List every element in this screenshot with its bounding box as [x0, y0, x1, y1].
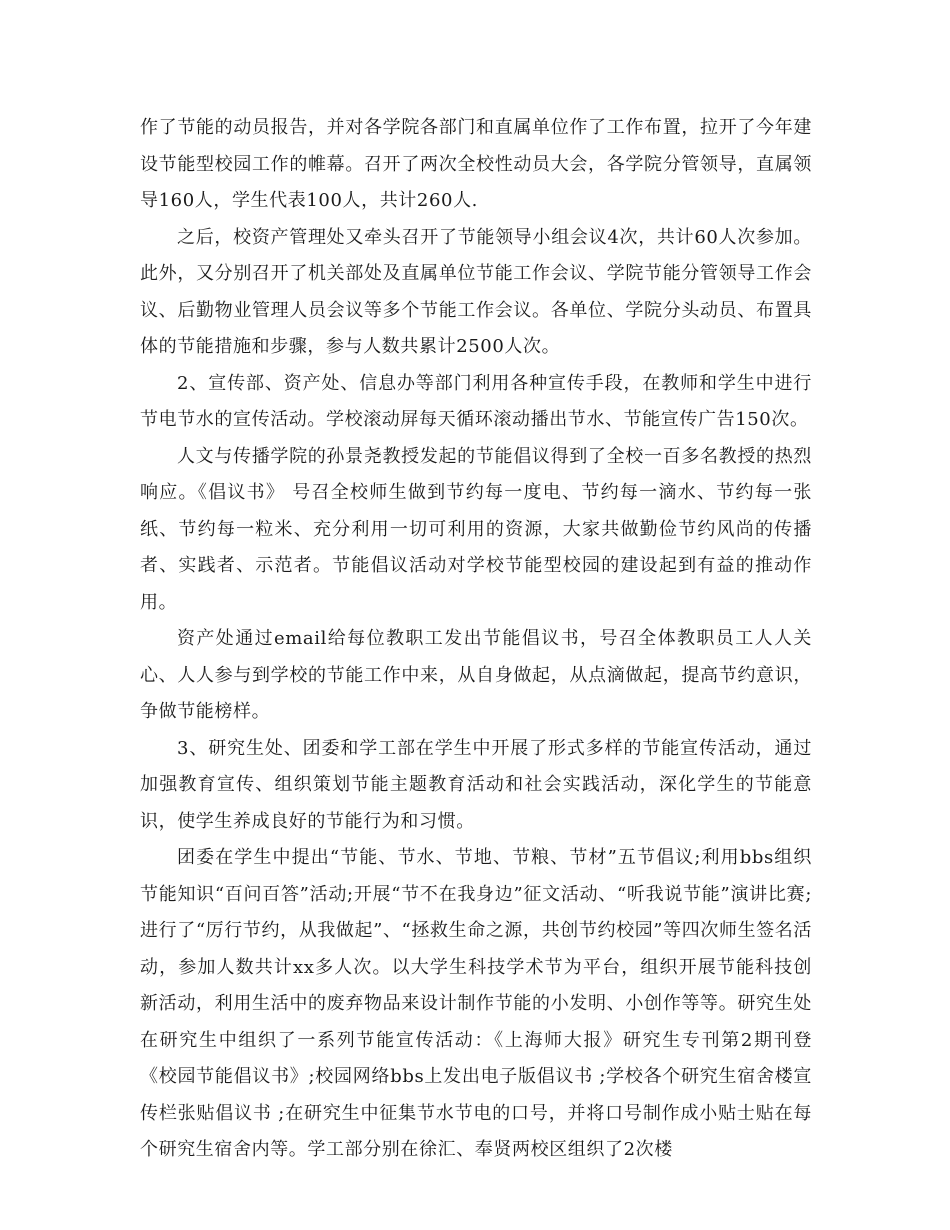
paragraph-1: 作了节能的动员报告，并对各学院各部门和直属单位作了工作布置，拉开了今年建设节能型校园工作的帷幕。召开了两次全校性动员大会，各学院分管领导，直属领导160人，学生代表100人，共计260人. [140, 117, 812, 211]
paragraph-3: 2、宣传部、资产处、信息办等部门利用各种宣传手段，在教师和学生中进行节电节水的宣传活动。学校滚动屏每天循环滚动播出节水、节能宣传广告150次。 [140, 372, 812, 430]
paragraph-6: 3、研究生处、团委和学工部在学生中开展了形式多样的节能宣传活动，通过加强教育宣传、组织策划节能主题教育活动和社会实践活动，深化学生的节能意识，使学生养成良好的节能行为和习惯。 [140, 737, 812, 832]
paragraph-2: 之后，校资产管理处又牵头召开了节能领导小组会议4次，共计60人次参加。此外，又分别召开了机关部处及直属单位节能工作会议、学院节能分管领导工作会议、后勤物业管理人员会议等多个节能工作会议。各单位、学院分头动员、布置具体的节能措施和步骤，参与人数共累计2500人次。 [140, 226, 812, 357]
paragraph-4: 人文与传播学院的孙景尧教授发起的节能倡议得到了全校一百多名教授的热烈响应。《倡议书》 号召全校师生做到节约每一度电、节约每一滴水、节约每一张纸、节约每一粒米、充分利用一切可利用的资源，大家共做勤俭节约风尚的传播者、实践者、示范者。节能倡议活动对学校节能型校园的建设起到有益的推动作用。 [140, 445, 812, 613]
document-body [140, 110, 812, 1169]
paragraph-7: 团委在学生中提出“节能、节水、节地、节粮、节材”五节倡议;利用bbs组织节能知识“百问百答”活动;开展“节不在我身边”征文活动、“听我说节能”演讲比赛;进行了“厉行节约，从我做起”、“拯救生命之源，共创节约校园”等四次师生签名活动，参加人数共计xx多人次。以大学生科技学术节为平台，组织开展节能科技创新活动，利用生活中的废弃物品来设计制作节能的小发明、小创作等等。研究生处在研究生中组织了一系列节能宣传活动：《上海师大报》研究生专刊第2期刊登《校园节能倡议书》;校园网络bbs上发出电子版倡议书 ;学校各个研究生宿舍楼宣传栏张贴倡议书 ;在研究生中征集节水节电的口号，并将口号制作成小贴士贴在每个研究生宿舍内等。学工部分别在徐汇、奉贤两校区组织了2次楼 [140, 847, 812, 1160]
paragraph-5: 资产处通过email给每位教职工发出节能倡议书，号召全体教职员工人人关心、人人参与到学校的节能工作中来，从自身做起，从点滴做起，提高节约意识，争做节能榜样。 [140, 628, 812, 722]
